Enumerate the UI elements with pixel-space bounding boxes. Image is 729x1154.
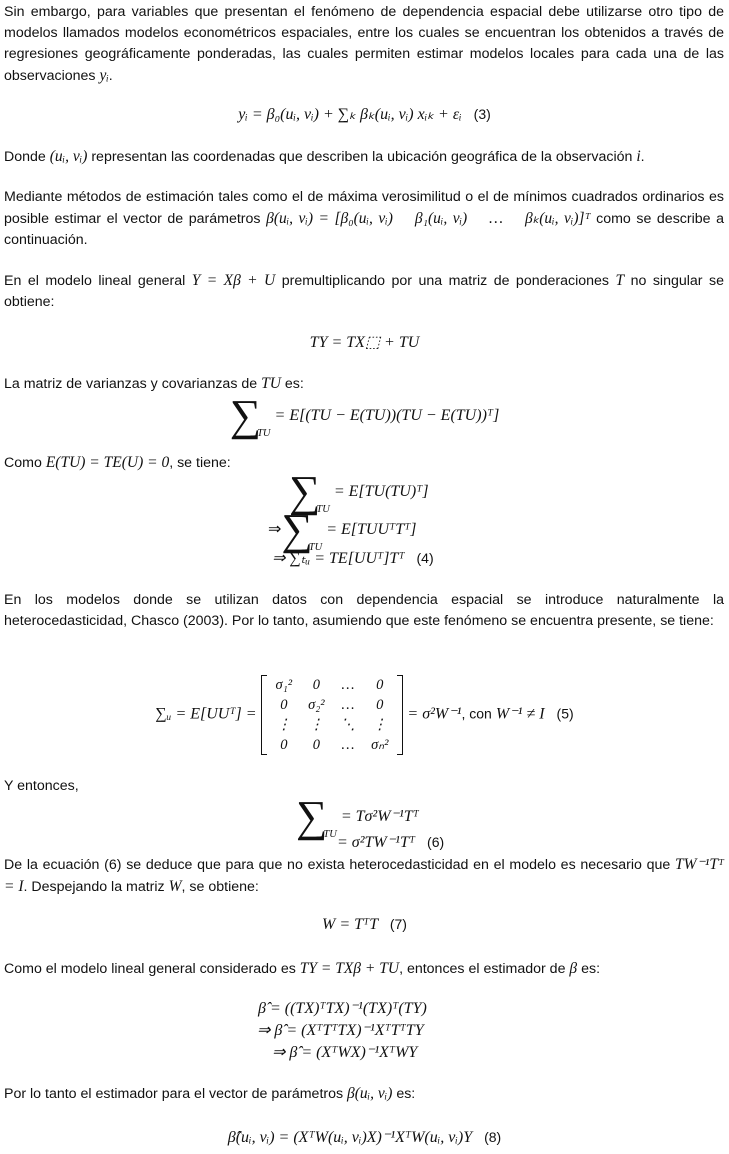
paragraph-text: representan las coordenadas que describen la ubicación geográfica de la observación	[91, 149, 633, 165]
paragraph-text: es:	[581, 961, 601, 977]
equation-3	[0, 104, 729, 124]
matrix-cell: ⋮	[372, 716, 388, 733]
equation-5	[0, 675, 729, 755]
paragraph-variance-intro	[4, 373, 724, 395]
paragraph-text: Donde	[4, 149, 46, 165]
sum-symbol: ∑	[229, 391, 262, 440]
paragraph-text: , se obtiene:	[181, 879, 259, 895]
paragraph-text: es:	[284, 376, 304, 392]
equation-body: = σ²TW⁻¹Tᵀ	[337, 834, 416, 851]
equation-body: β̂(uᵢ, vᵢ) = (XᵀW(uᵢ, vᵢ)X)⁻¹XᵀW(uᵢ, vᵢ)Y	[227, 1129, 473, 1146]
paragraph-text: En los modelos donde se utilizan datos con dependencia espacial se introduce naturalmente la heterocedasticidad, Chasco (2003). Por lo tanto, asumiendo que este fenómeno se encuentra presente, se tiene:	[4, 592, 724, 629]
inline-math: E(TU) = TE(U) = 0	[45, 454, 170, 471]
paragraph-text: premultiplicando por una matriz de ponderaciones	[281, 273, 610, 289]
equation-number: (7)	[389, 916, 407, 932]
matrix-cell: ⋮	[309, 716, 324, 733]
inline-math: TY = TXβ + TU	[299, 960, 400, 977]
covariance-matrix	[261, 675, 404, 755]
paragraph-local-estimator	[4, 1083, 724, 1105]
equation-body: yᵢ = β₀(uᵢ, vᵢ) + ∑ₖ βₖ(uᵢ, vᵢ) xᵢₖ + εᵢ	[238, 106, 462, 123]
matrix-cell: …	[341, 736, 355, 753]
paragraph-text: La matriz de varianzas y covarianzas de	[4, 376, 258, 392]
equation-number: (5)	[556, 705, 574, 722]
equation-body: = E[(TU − E(TU))(TU − E(TU))ᵀ]	[274, 407, 500, 424]
sum-subscript: TU	[257, 428, 271, 439]
equation-transformed-model	[0, 332, 729, 352]
equation-condition: W⁻¹ ≠ I	[495, 705, 545, 723]
paragraph-gwr-intro	[4, 2, 724, 87]
sum-subscript: TU	[323, 829, 337, 840]
matrix-cell: …	[341, 676, 355, 693]
equation-4-line-3	[272, 548, 434, 568]
equation-body: ∑ᵤ = E[UUᵀ] =	[155, 705, 257, 723]
sum-subscript: TU	[308, 542, 323, 553]
paragraph-text: Mediante métodos de estimación tales como el de máxima verosimilitud o el de mínimos cuadrados ordinarios es posible estimar el vector de parámetros	[4, 189, 724, 227]
sum-subscript: TU	[316, 504, 330, 515]
paragraph-text: Sin embargo, para variables que presentan el fenómeno de dependencia espacial debe utilizarse otro tipo de modelos llamados modelos econométricos espaciales, entre los cuales se encuentran los obtenidos a través de regresiones geográficamente ponderadas, las cuales permiten estimar modelos locales para cada una de las observaciones	[4, 4, 724, 84]
paragraph-text: De la ecuación (6) se deduce que para que no exista heterocedasticidad en el modelo es necesario que	[4, 857, 671, 873]
inline-math: TW⁻¹Tᵀ = I	[4, 856, 724, 895]
inline-math: β(uᵢ, vᵢ) = [β₀(uᵢ, vᵢ) β₁(uᵢ, vᵢ) … βₖ(uᵢ, vᵢ)]ᵀ	[266, 210, 591, 227]
inline-math: W	[168, 878, 182, 895]
matrix-cell: 0	[312, 736, 320, 753]
inline-math: Y = Xβ + U	[191, 272, 276, 289]
paragraph-text: es:	[396, 1086, 416, 1102]
matrix-row	[268, 735, 397, 755]
matrix-cell: σ₂²	[308, 696, 325, 713]
paragraph-linear-model	[4, 270, 724, 313]
equation-body: = Tσ²W⁻¹Tᵀ	[340, 808, 419, 825]
matrix-row	[268, 695, 397, 715]
implies-symbol: ⇒	[268, 521, 282, 538]
paragraph-estimation	[4, 187, 724, 251]
equation-number: (4)	[416, 550, 434, 566]
equation-body: = σ²W⁻¹	[407, 705, 462, 723]
equation-text: , con	[461, 705, 492, 722]
equation-variance	[0, 391, 729, 440]
matrix-cell: σₙ²	[371, 736, 389, 753]
paragraph-coordinates	[4, 146, 724, 168]
equation-body: TY = TX⬚ + TU	[309, 334, 420, 351]
paragraph-estimator-intro	[4, 958, 724, 980]
paragraph-text: En el modelo lineal general	[4, 273, 186, 289]
matrix-cell: 0	[376, 676, 384, 693]
equation-number: (3)	[473, 106, 491, 122]
matrix-cell: 0	[280, 736, 288, 753]
inline-math: T	[615, 272, 625, 289]
paragraph-text: , se tiene:	[169, 455, 231, 471]
equation-4-line-2	[268, 505, 417, 554]
paragraph-heteroscedasticity	[4, 590, 724, 632]
paragraph-text: Como el modelo lineal general considerado es	[4, 961, 296, 977]
equation-6-line-2	[337, 832, 444, 852]
inline-math: β(uᵢ, vᵢ)	[347, 1085, 393, 1102]
inline-math: i	[636, 148, 641, 165]
matrix-row	[268, 675, 397, 695]
estimator-line-2	[257, 1020, 424, 1040]
paragraph-then	[4, 776, 724, 797]
equation-body: ⇒ β̂ = (XᵀWX)⁻¹XᵀWY	[272, 1044, 418, 1061]
equation-number: (6)	[427, 834, 445, 850]
equation-body: W = TᵀT	[322, 916, 378, 933]
equation-body: β̂ = ((TX)ᵀTX)⁻¹(TX)ᵀ(TY)	[258, 1000, 427, 1017]
sum-symbol: ∑	[289, 467, 321, 516]
equation-number: (8)	[484, 1129, 502, 1145]
paragraph-text: Y entonces,	[4, 778, 79, 794]
paragraph-text: Por lo tanto el estimador para el vector de parámetros	[4, 1086, 344, 1102]
paragraph-text: Como	[4, 455, 42, 471]
sum-symbol: ∑	[296, 792, 328, 841]
matrix-cell: 0	[280, 696, 288, 713]
equation-body: ⇒ β̂ = (XᵀTᵀTX)⁻¹XᵀTᵀTY	[257, 1022, 424, 1039]
inline-math: β	[569, 960, 578, 977]
paragraph-text: .	[108, 68, 113, 84]
paragraph-text: , entonces el estimador de	[399, 961, 566, 977]
estimator-line-1	[258, 998, 427, 1018]
paragraph-text: no singular se obtiene:	[4, 273, 724, 310]
matrix-cell: ⋮	[276, 716, 292, 733]
estimator-line-3	[272, 1042, 417, 1062]
matrix-cell: ⋱	[340, 716, 356, 733]
inline-math: (uᵢ, vᵢ)	[49, 148, 88, 165]
paragraph-no-heteroscedasticity	[4, 854, 724, 898]
equation-body: ⇒ ∑ₜᵤ = TE[UUᵀ]Tᵀ	[272, 550, 405, 567]
equation-body: = E[TUUᵀTᵀ]	[326, 521, 417, 538]
matrix-cell: 0	[376, 696, 384, 713]
matrix-row	[268, 715, 397, 735]
equation-body: = E[TU(TU)ᵀ]	[333, 483, 429, 500]
paragraph-text: .	[640, 149, 645, 165]
matrix-cell: …	[341, 696, 355, 713]
paragraph-text: como se describe a continuación.	[4, 211, 724, 248]
inline-math: yᵢ	[99, 67, 109, 84]
paragraph-text: . Despejando la matriz	[23, 879, 165, 895]
matrix-cell: 0	[312, 676, 320, 693]
matrix-cell: σ₁²	[275, 676, 293, 693]
equation-8	[0, 1127, 729, 1147]
equation-7	[0, 916, 729, 934]
sum-symbol: ∑	[281, 505, 313, 554]
inline-math: TU	[261, 375, 281, 392]
